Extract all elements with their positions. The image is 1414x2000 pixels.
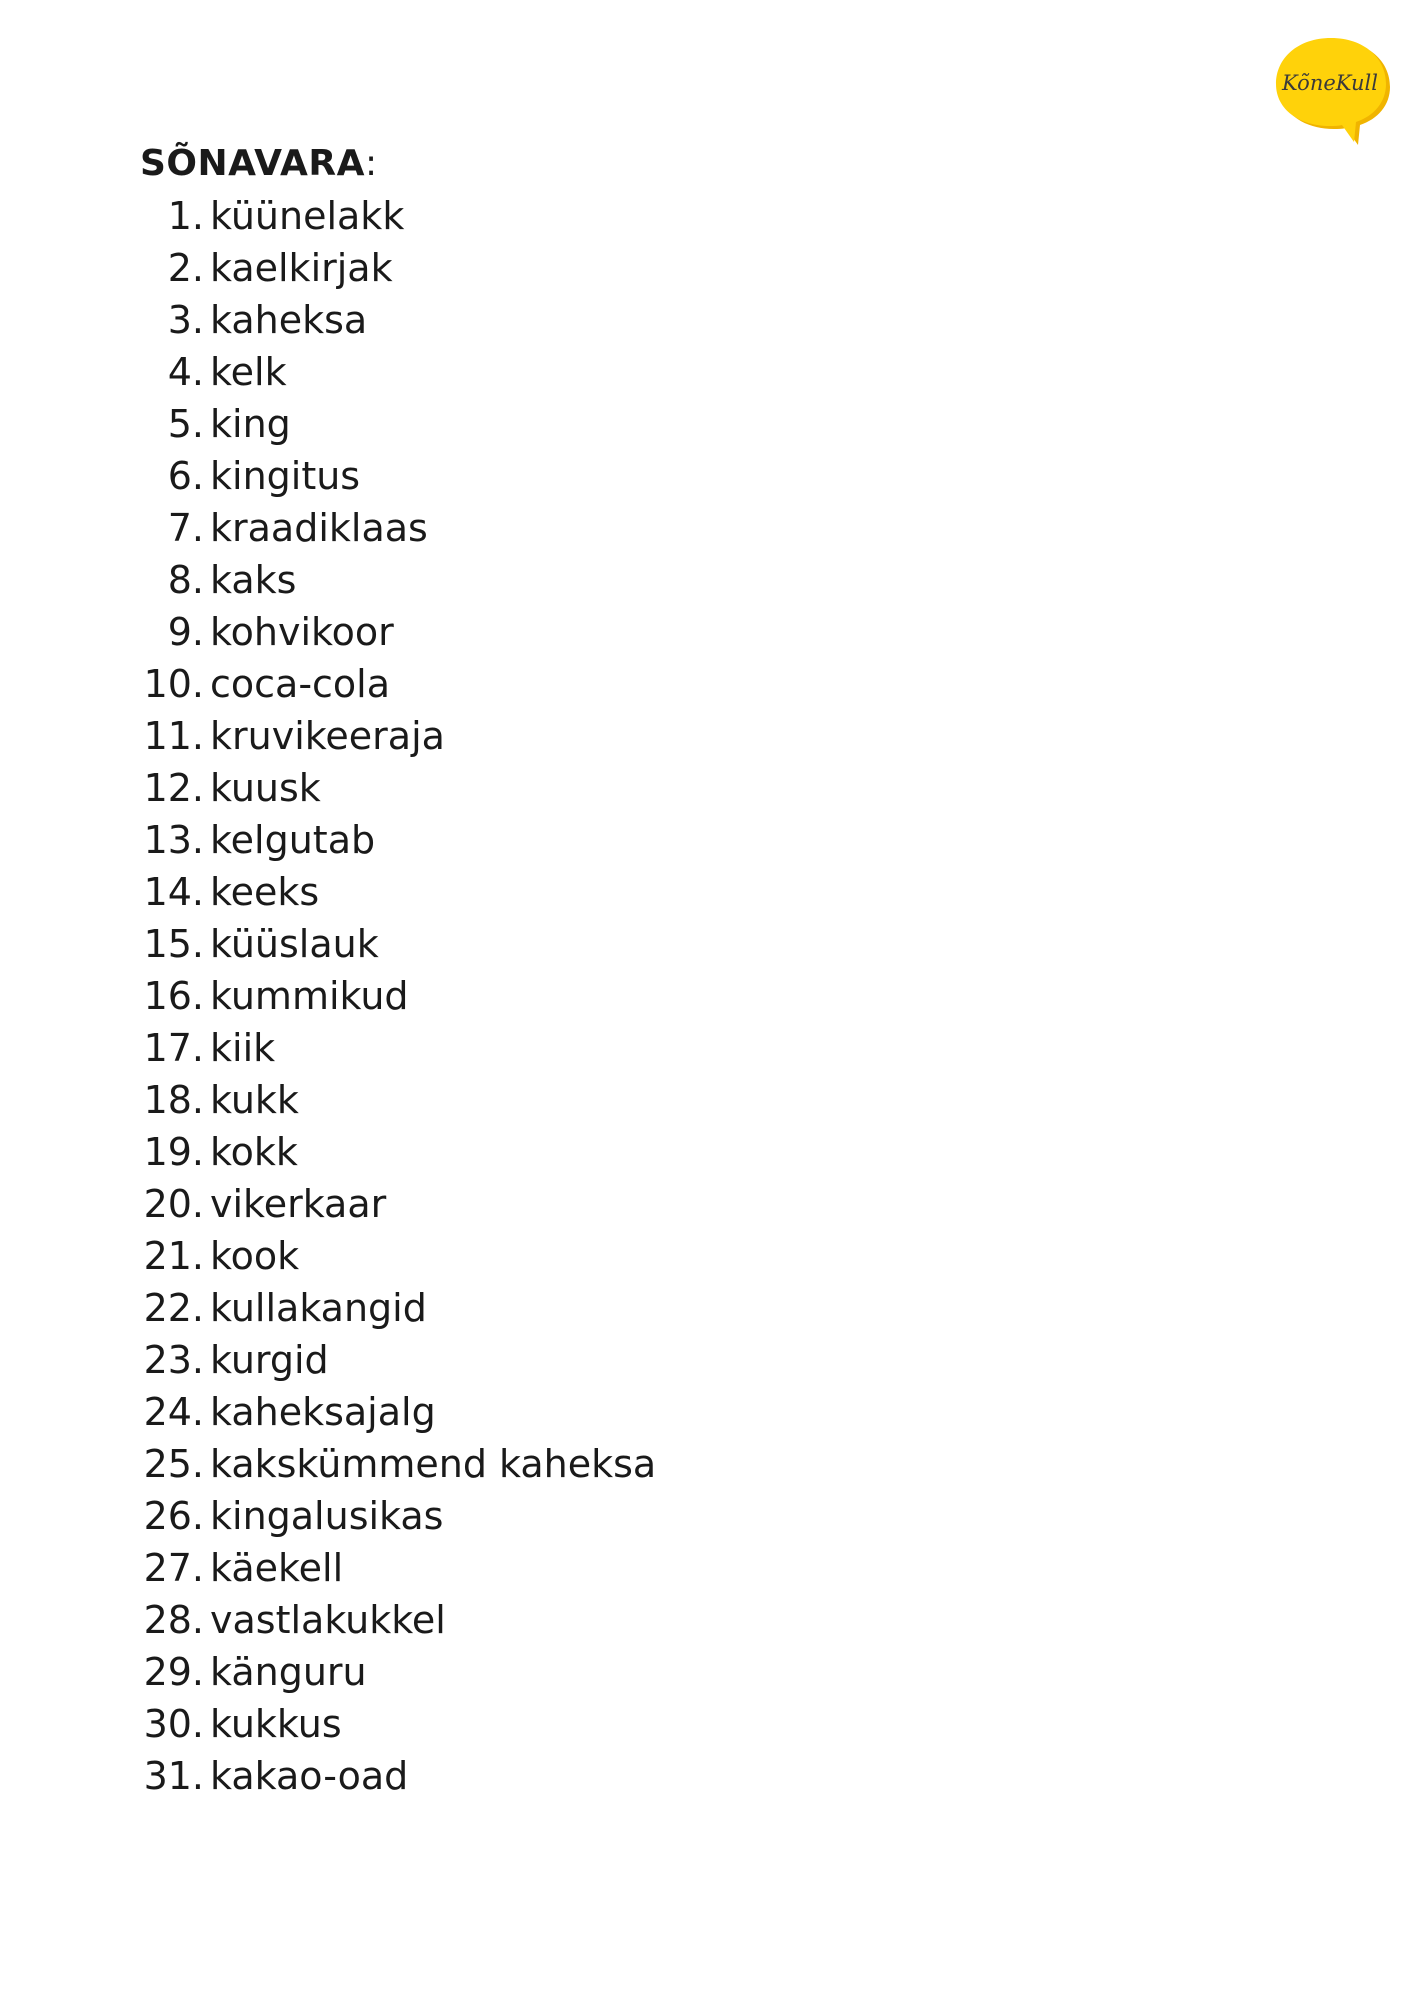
list-item-number: 31. <box>143 1754 204 1798</box>
list-item-word: küüslauk <box>210 922 379 966</box>
list-item <box>140 1282 656 1334</box>
list-item-word: kiik <box>210 1026 276 1070</box>
list-item-word: kaelkirjak <box>210 246 393 290</box>
list-item-word: kelk <box>210 350 287 394</box>
list-item-number: 24. <box>143 1390 204 1434</box>
list-item-word: king <box>210 402 291 446</box>
list-item <box>140 866 656 918</box>
list-item <box>140 1178 656 1230</box>
list-item-word: kullakangid <box>210 1286 427 1330</box>
list-item <box>140 1230 656 1282</box>
list-item <box>140 1386 656 1438</box>
list-item-number: 19. <box>143 1130 204 1174</box>
list-item-word: kukk <box>210 1078 299 1122</box>
list-item-word: kurgid <box>210 1338 329 1382</box>
list-item-number: 15. <box>143 922 204 966</box>
list-item-number: 10. <box>143 662 204 706</box>
list-item-number: 2. <box>167 246 204 290</box>
list-item <box>140 658 656 710</box>
list-item-number: 4. <box>167 350 204 394</box>
list-item-word: kakskümmend kaheksa <box>210 1442 657 1486</box>
vocabulary-list <box>140 190 656 1802</box>
list-item-word: coca-cola <box>210 662 391 706</box>
list-item-number: 16. <box>143 974 204 1018</box>
list-item <box>140 190 656 242</box>
brand-logo <box>1268 30 1394 150</box>
list-item-word: küünelakk <box>210 194 405 238</box>
list-item <box>140 918 656 970</box>
list-item-number: 23. <box>143 1338 204 1382</box>
list-item-number: 21. <box>143 1234 204 1278</box>
list-item <box>140 398 656 450</box>
list-item <box>140 1022 656 1074</box>
list-item-word: kummikud <box>210 974 409 1018</box>
list-item <box>140 606 656 658</box>
list-item <box>140 242 656 294</box>
logo-text: KõneKull <box>1282 71 1378 95</box>
heading-colon: : <box>364 143 378 184</box>
list-item-word: käekell <box>210 1546 344 1590</box>
list-item <box>140 1074 656 1126</box>
list-item-number: 13. <box>143 818 204 862</box>
list-item <box>140 814 656 866</box>
list-item <box>140 1594 656 1646</box>
list-item <box>140 1126 656 1178</box>
list-item-word: kraadiklaas <box>210 506 428 550</box>
list-item-number: 12. <box>143 766 204 810</box>
list-item-word: vikerkaar <box>210 1182 387 1226</box>
list-item-word: kaks <box>210 558 297 602</box>
list-item-number: 29. <box>143 1650 204 1694</box>
list-item-number: 5. <box>167 402 204 446</box>
list-item <box>140 346 656 398</box>
list-item-number: 26. <box>143 1494 204 1538</box>
list-item <box>140 710 656 762</box>
list-item-word: kaheksa <box>210 298 368 342</box>
list-item <box>140 970 656 1022</box>
list-item <box>140 762 656 814</box>
list-item-word: känguru <box>210 1650 367 1694</box>
list-item-number: 28. <box>143 1598 204 1642</box>
list-item-number: 11. <box>143 714 204 758</box>
list-item <box>140 554 656 606</box>
list-item-number: 25. <box>143 1442 204 1486</box>
list-item-word: kokk <box>210 1130 298 1174</box>
list-item-number: 27. <box>143 1546 204 1590</box>
list-item-number: 6. <box>167 454 204 498</box>
vocabulary-heading <box>140 138 378 190</box>
list-item <box>140 1698 656 1750</box>
list-item-number: 18. <box>143 1078 204 1122</box>
list-item-word: kingitus <box>210 454 361 498</box>
list-item-word: kook <box>210 1234 300 1278</box>
list-item-word: kohvikoor <box>210 610 394 654</box>
list-item-word: kruvikeeraja <box>210 714 445 758</box>
list-item-word: kingalusikas <box>210 1494 444 1538</box>
list-item <box>140 1438 656 1490</box>
list-item-number: 8. <box>167 558 204 602</box>
list-item <box>140 1750 656 1802</box>
list-item-word: keeks <box>210 870 320 914</box>
list-item-word: kelgutab <box>210 818 376 862</box>
list-item-number: 14. <box>143 870 204 914</box>
list-item-word: kakao-oad <box>210 1754 409 1798</box>
list-item-word: kaheksajalg <box>210 1390 436 1434</box>
list-item-number: 20. <box>143 1182 204 1226</box>
list-item-number: 9. <box>167 610 204 654</box>
list-item <box>140 1646 656 1698</box>
list-item <box>140 1334 656 1386</box>
list-item <box>140 502 656 554</box>
list-item-number: 7. <box>167 506 204 550</box>
list-item-word: vastlakukkel <box>210 1598 446 1642</box>
list-item-number: 3. <box>167 298 204 342</box>
speech-bubble-logo-icon <box>1268 30 1394 150</box>
list-item-word: kuusk <box>210 766 321 810</box>
list-item-word: kukkus <box>210 1702 342 1746</box>
list-item <box>140 294 656 346</box>
list-item-number: 30. <box>143 1702 204 1746</box>
list-item <box>140 450 656 502</box>
list-item <box>140 1542 656 1594</box>
list-item-number: 22. <box>143 1286 204 1330</box>
list-item-number: 17. <box>143 1026 204 1070</box>
list-item-number: 1. <box>167 194 204 238</box>
list-item <box>140 1490 656 1542</box>
heading-title: SÕNAVARA <box>140 143 365 184</box>
